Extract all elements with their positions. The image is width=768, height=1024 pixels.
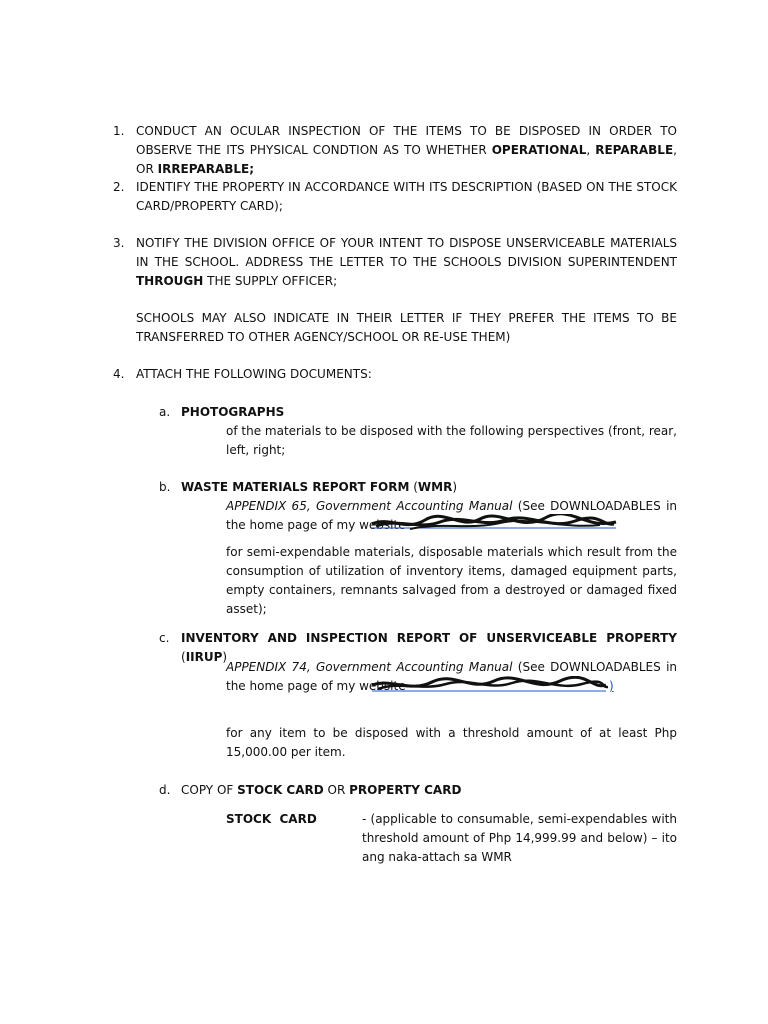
sub-c-appendix-ref: APPENDIX 74, Government Accounting Manual xyxy=(226,660,513,674)
item-3-number: 3. xyxy=(113,236,125,250)
redaction-scribble-icon xyxy=(370,514,620,534)
item-3-through: THROUGH xyxy=(136,274,204,288)
item-1-operational: OPERATIONAL xyxy=(491,143,587,157)
sub-c-link-tail-text: ) xyxy=(609,679,614,693)
item-2-text: IDENTIFY THE PROPERTY IN ACCORDANCE WITH ITS DESCRIPTION (BASED ON THE STOCK CARD/PROPERTY CARD); xyxy=(136,180,677,213)
sub-a-title: PHOTOGRAPHS xyxy=(181,405,285,419)
item-1-sep: , xyxy=(586,143,596,157)
sub-c-see-text: (See DOWNLOADABLES in the home page of my website xyxy=(226,660,678,693)
sub-a-letter: a. xyxy=(159,405,171,419)
redaction-scribble-icon xyxy=(370,676,610,696)
sub-c-paren: ( xyxy=(181,650,186,664)
item-1-reparable: REPARABLE xyxy=(595,143,674,157)
sub-b-see-text: (See DOWNLOADABLES in the home page of my website xyxy=(226,499,678,532)
sub-d-title xyxy=(181,781,677,800)
item-3-note: SCHOOLS MAY ALSO INDICATE IN THEIR LETTER IF THEY PREFER THE ITEMS TO BE TRANSFERRED TO OTHER AGENCY/SCHOOL OR RE-USE THEM) xyxy=(136,311,677,344)
sub-b-appendix-ref: APPENDIX 65, Government Accounting Manual xyxy=(226,499,513,513)
item-1-text xyxy=(136,122,677,179)
item-1-sep: , OR xyxy=(136,143,677,176)
sub-d-stock-card-desc: - (applicable to consumable, semi-expendables with threshold amount of Php 14,999.99 and below) – ito ang naka-attach sa WMR xyxy=(362,812,677,864)
sub-b-title-text: WASTE MATERIALS REPORT FORM xyxy=(181,480,410,494)
sub-b-acronym: WMR xyxy=(417,480,453,494)
sub-b-title xyxy=(181,478,677,497)
sub-c-body: for any item to be disposed with a threshold amount of at least Php 15,000.00 per item. xyxy=(226,726,677,759)
sub-d-stock-card-label: STOCK CARD xyxy=(226,812,317,826)
sub-d-title-part: COPY OF xyxy=(181,783,238,797)
item-2-number: 2. xyxy=(113,180,125,194)
item-4-number: 4. xyxy=(113,367,125,381)
item-1-text-part: CONDUCT AN OCULAR INSPECTION OF THE ITEMS TO BE DISPOSED IN ORDER TO OBSERVE THE ITS PHYSICAL CONDTION AS TO WHETHER xyxy=(136,124,677,157)
sub-c-title-text: INVENTORY AND INSPECTION REPORT OF UNSERVICEABLE PROPERTY xyxy=(181,631,677,645)
sub-c-letter: c. xyxy=(159,631,170,645)
sub-c-acronym: IIRUP xyxy=(185,650,223,664)
item-1-number: 1. xyxy=(113,124,125,138)
item-4-text: ATTACH THE FOLLOWING DOCUMENTS: xyxy=(136,367,372,381)
sub-c-link-tail xyxy=(609,677,614,696)
sub-b-body: for semi-expendable materials, disposable materials which result from the consumption of utilization of inventory items, damaged equipment parts, empty containers, remnants salvaged from a destroyed or damaged fixed asset); xyxy=(226,545,677,616)
item-3-text-part: NOTIFY THE DIVISION OFFICE OF YOUR INTENT TO DISPOSE UNSERVICEABLE MATERIALS IN THE SCHOOL. ADDRESS THE LETTER TO THE SCHOOLS DIVISION SUPERINTENDENT xyxy=(136,236,677,269)
sub-d-letter: d. xyxy=(159,783,171,797)
sub-b-paren: ) xyxy=(452,480,458,494)
sub-a-body: of the materials to be disposed with the following perspectives (front, rear, left, right; xyxy=(226,424,677,457)
item-1-irreparable: IRREPARABLE; xyxy=(157,162,255,176)
sub-d-stock-card: STOCK CARD xyxy=(237,783,324,797)
item-3-text-part: THE SUPPLY OFFICER; xyxy=(203,274,338,288)
sub-b-paren: ( xyxy=(409,480,418,494)
sub-d-title-part: OR xyxy=(323,783,350,797)
sub-d-property-card: PROPERTY CARD xyxy=(349,783,462,797)
sub-b-letter: b. xyxy=(159,480,171,494)
item-3-text xyxy=(136,234,677,291)
sub-c-paren: ) xyxy=(222,650,228,664)
